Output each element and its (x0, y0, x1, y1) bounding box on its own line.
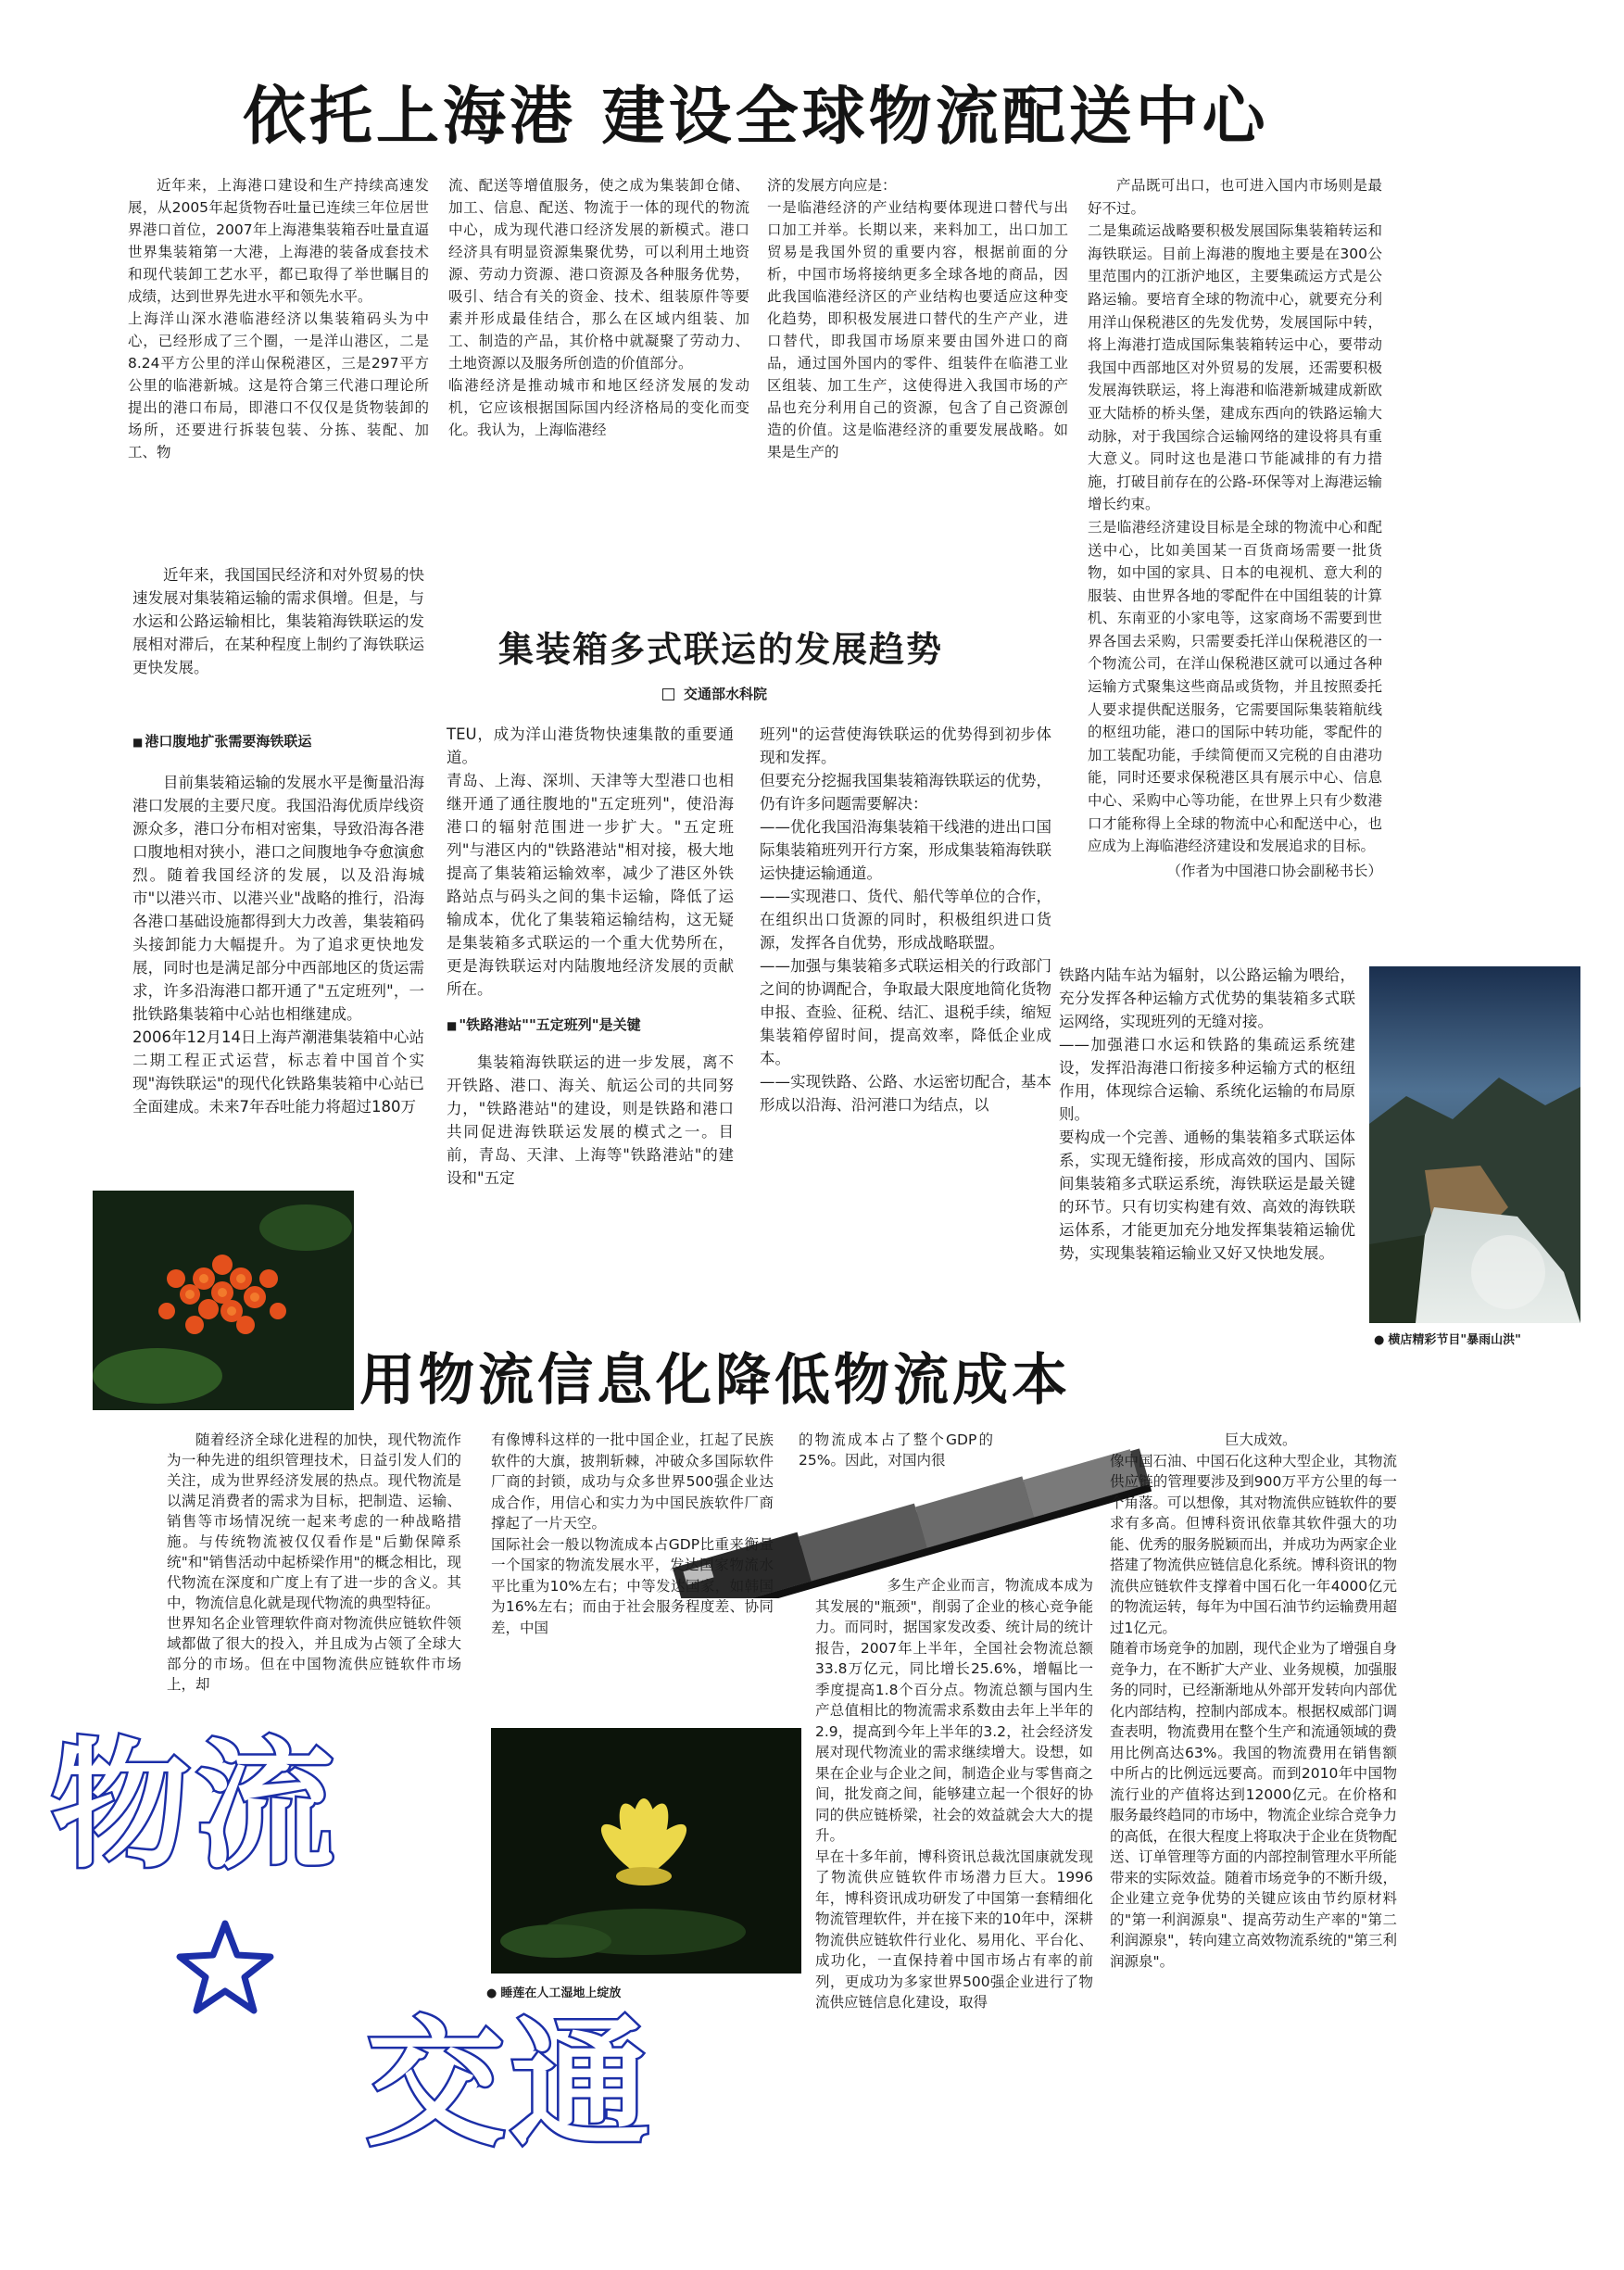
article2-colB (447, 723, 734, 1186)
article2-colD (1059, 964, 1355, 1311)
banner-word-transport: 交通 (366, 2004, 656, 2165)
article3-col4-text: 巨大成效。 像中国石油、中国石化这种大型企业，其物流供应链的管理要涉及到900万平方公里的每一个角落。可以想像，其对物流供应链软件的要求有多高。但博科资讯依靠其软件强大的功能、优秀的服务脱颖而出，并成功为两家企业搭建了物流供应链信息化系统。博科资讯的物流供应链软件支撑着中国石化一年4000亿元的物流运转，每年为中国石油节约运输费用超过1亿元。 随着市场竞争的加剧，现代企业为了增强自身竞争力，在不断扩大产业、业务规模，加强服务的同时，已经渐渐地从外部开发转向内部优化内部结构，控制内部成本。根据权威部门调查表明，物流费用在整个生产和流通领域的费用比例高达63%。我国的物流费用在销售额中所占的比例远远要高。而到2010年中国物流行业的产值将达到12000亿元。在价格和服务最终趋同的市场中，物流企业综合竞争力的高低，在很大程度上将取决于企业在货物配送、订单管理等方面的内部控制管理水平所能带来的实际效益。随着市场竞争的不断升级，企业建立竞争优势的关键应该由节约原材料的"第一利润源泉"、提高劳动生产率的"第二利润源泉"，转向建立高效物流系统的"第三利润源泉"。 (1110, 1431, 1397, 1970)
orange-flower-image (93, 1191, 354, 1410)
orange-flower-photo (93, 1191, 354, 1410)
article3-col3b (815, 1575, 1093, 2131)
article2-colA-text: 目前集装箱运输的发展水平是衡量沿海港口发展的主要尺度。我国沿海优质岸线资源众多，港口分布相对密集，导致沿海各港口腹地相对狭小，港口之间腹地争夺愈演愈烈。随着我国经济的发展，以及沿海城市"以港兴市、以港兴业"战略的推行，沿海各港口基础设施都得到大力改善，集装箱码头接卸能力大幅提升。为了追求更快地发展，同时也是满足部分中西部地区的货运需求，许多沿海港口都开通了"五定班列"，一批铁路集装箱中心站也相继建成。 2006年12月14日上海芦潮港集装箱中心站二期工程正式运营，标志着中国首个实现"海铁联运"的现代化铁路集装箱中心站已全面建成。未来7年吞吐能力将超过180万 (132, 774, 424, 1116)
banner-star-icon (174, 1918, 276, 2024)
article2-byline (662, 684, 767, 703)
water-lily-caption: ● 睡莲在人工湿地上绽放 (486, 1983, 621, 2000)
article2-colD-text: 铁路内陆车站为辐射，以公路运输为喂给，充分发挥各种运输方式优势的集装箱多式联运网络，实现班列的无缝对接。 ——加强港口水运和铁路的集疏运系统建设，发挥沿海港口衔接多种运输方式的枢纽作用，体现综合运输、系统化运输的布局原则。 要构成一个完善、通畅的集装箱多式联运体系，实现无缝衔接，形成高效的国内、国际间集装箱多式联运系统，海铁联运是最关键的环节。只有切实构建有效、高效的海铁联运体系，才能更加充分地发挥集装箱运输优势，实现集装箱运输业又好又快地发展。 (1059, 966, 1355, 1262)
article1-col3 (767, 174, 1068, 475)
article3-col1 (167, 1430, 461, 1721)
article3-col2 (491, 1430, 774, 1721)
article2-colB-text: TEU，成为洋山港货物快速集散的重要通道。 青岛、上海、深圳、天津等大型港口也相继开通了通往腹地的"五定班列"，使沿海港口的辐射范围进一步扩大。"五定班列"与港区内的"铁路港站"相对接，极大地提高了集装箱运输效率，减少了港区外铁路站点与码头之间的集卡运输，降低了运输成本，优化了集装箱运输结构，这无疑是集装箱多式联运的一个重大优势所在，更是海铁联运对内陆腹地经济发展的贡献所在。 (447, 725, 734, 998)
main-headline: 依托上海港 建设全球物流配送中心 (243, 80, 1269, 154)
article2-colB2-text: 集装箱海铁联运的进一步发展，离不开铁路、港口、海关、航运公司的共同努力，"铁路港站"的建设，则是铁路和港口共同促进海铁联运发展的模式之一。目前，青岛、天津、上海等"铁路港站"的建设和"五定 (447, 1053, 734, 1186)
article3-headline: 用物流信息化降低物流成本 (359, 1348, 1071, 1413)
waterfall-caption: ● 横店精彩节目"暴雨山洪" (1374, 1330, 1521, 1347)
article1-col4-text: 产品既可出口，也可进入国内市场则是最好不过。 二是集疏运战略要积极发展国际集装箱转运和海铁联运。目前上海港的腹地主要是在300公里范围内的江浙沪地区，主要集疏运方式是公路运输。要培育全球的物流中心，就要充分利用洋山保税港区的先发优势，发展国际中转，将上海港打造成国际集装箱转运中心，要带动我国中西部地区对外贸易的发展，还需要积极发展海铁联运，将上海港和临港新城建成新欧亚大陆桥的桥头堡，建成东西向的铁路运输大动脉，对于我国综合运输网络的建设将具有重大意义。同时这也是港口节能减排的有力措施，打破目前存在的公路-环保等对上海港运输增长约束。 三是临港经济建设目标是全球的物流中心和配送中心，比如美国某一百货商场需要一批货物，如中国的家具、日本的电视机、意大利的服装、由世界各地的零配件在中国组装的计算机、东南亚的小家电等，这家商场不需要到世界各国去采购，只需要委托洋山保税港区的一个物流公司，在洋山保税港区就可以通过各种运输方式聚集这些商品或货物，并且按照委托人要求提供配送服务，它需要国际集装箱航线的枢纽功能，港口的国际中转功能，零配件的加工装配功能，手续简便而又完税的自由港功能，同时还要求保税港区具有展示中心、信息中心、采购中心等功能，在世界上只有少数港口才能称得上全球的物流中心和配送中心，也应成为上海临港经济建设和发展追求的目标。 (1088, 177, 1382, 855)
article3-col4 (1110, 1430, 1397, 2129)
water-lily-photo (491, 1728, 801, 1974)
article3-col1-text: 随着经济全球化进程的加快，现代物流作为一种先进的组织管理技术，日益引发人们的关注，成为世界经济发展的热点。现代物流是以满足消费者的需求为目标，把制造、运输、销售等市场情况统一起来考虑的一种战略措施。与传统物流被仅仅看作是"后勤保障系统"和"销售活动中起桥梁作用"的概念相比，现代物流在深度和广度上有了进一步的含义。其中，物流信息化就是现代物流的典型特征。 世界知名企业管理软件商对物流供应链软件领域都做了很大的投入，并且成为占领了全球大部分的市场。但在中国物流供应链软件市场上，却 (167, 1431, 461, 1693)
article2-byline-text: 交通部水科院 (684, 686, 768, 702)
article2-colC-text: 班列"的运营使海铁联运的优势得到初步体现和发挥。 但要充分挖掘我国集装箱海铁联运的优势，仍有许多问题需要解决： ——优化我国沿海集装箱干线港的进出口国际集装箱班列开行方案，形成集装箱海铁联运快捷运输通道。 ——实现港口、货代、船代等单位的合作，在组织出口货源的同时，积极组织进口货源，发挥各自优势，形成战略联盟。 ——加强与集装箱多式联运相关的行政部门之间的协调配合，争取最大限度地简化货物申报、查验、征税、结汇、退税手续，缩短集装箱停留时间，提高效率，降低企业成本。 ——实现铁路、公路、水运密切配合，基本形成以沿海、沿河港口为结点，以 (760, 725, 1051, 1114)
article1-col3-text: 济的发展方向应是： 一是临港经济的产业结构要体现进口替代与出口加工并举。长期以来，来料加工，出口加工贸易是我国外贸的重要内容，根据前面的分析，中国市场将接纳更多全球各地的商品，因此我国临港经济区的产业结构也要适应这种变化趋势，即积极发展进口替代的生产产业，进口替代，即我国市场原来要由国外进口的商品，通过国外国内的零件、组装件在临港工业区组装、加工生产，这使得进入我国市场的产品也充分利用自己的资源，包含了自己资源创造的价值。这是临港经济的重要发展战略。如果是生产的 (767, 177, 1068, 460)
article1-col4 (1088, 174, 1382, 934)
water-lily-image (491, 1728, 801, 1974)
article2-headline: 集装箱多式联运的发展趋势 (498, 629, 944, 670)
article1-col1-text: 近年来，上海港口建设和生产持续高速发展，从2005年起货物吞吐量已连续三年位居世界港口首位，2007年上海港集装箱吞吐量直逼世界集装箱第一大港，上海港的装备成套技术和现代装卸工艺水平，都已取得了举世瞩目的成绩，达到世界先进水平和领先水平。 上海洋山深水港临港经济以集装箱码头为中心，已经形成了三个圈，一是洋山港区，二是8.24平方公里的洋山保税港区，三是297平方公里的临港新城。这是符合第三代港口理论所提出的港口布局，即港口不仅仅是货物装卸的场所，还要进行拆装包装、分拣、装配、加工、物 (128, 177, 429, 460)
article1-col2-text: 流、配送等增值服务，使之成为集装卸仓储、加工、信息、配送、物流于一体的现代的物流中心，成为现代港口经济发展的新模式。港口经济具有明显资源集聚优势，可以利用土地资源、劳动力资源、港口资源及各种服务优势，吸引、结合有关的资金、技术、组装原件等要素并形成最佳结合，那么在区域内组装、加工、制造的产品，其价格中就凝聚了劳动力、土地资源以及服务所创造的价值部分。 临港经济是推动城市和地区经济发展的发动机，它应该根据国际国内经济格局的变化而变化。我认为，上海临港经 (448, 177, 749, 438)
article2-intro (132, 563, 424, 712)
article1-author: （作者为中国港口协会副秘书长） (1166, 862, 1382, 879)
article2-colA (132, 721, 424, 1193)
article2-intro-text: 近年来，我国国民经济和对外贸易的快速发展对集装箱运输的需求俱增。但是，与水运和公路运输相比，集装箱海铁联运的发展相对滞后，在某种程度上制约了海铁联运更快发展。 (132, 566, 424, 676)
article3-col3a-text: 的物流成本占了整个GDP的25%。因此，对国内很 (799, 1431, 993, 1469)
waterfall-photo (1369, 966, 1580, 1323)
star-shape (174, 1918, 276, 2020)
article3-col2-text: 有像博科这样的一批中国企业，扛起了民族软件的大旗，披荆斩棘，冲破众多国际软件厂商的封锁，成功与众多世界500强企业达成合作，用信心和实力为中国民族软件厂商撑起了一片天空。 国际社会一般以物流成本占GDP比重来衡量一个国家的物流发展水平，发达国家物流水平比重为10%左右；中等发达国家，如韩国为16%左右；而由于社会服务程度差、协同差，中国 (491, 1431, 774, 1636)
article3-col3b-text: 多生产企业而言，物流成本成为其发展的"瓶颈"，削弱了企业的核心竞争能力。而同时，据国家发改委、统计局的统计报告，2007年上半年，全国社会物流总额33.8万亿元，同比增长25.6%，增幅比一季度提高1.8个百分点。物流总额与国内生产总值相比的物流需求系数由去年上半年的2.9，提高到今年上半年的3.2，社会经济发展对现代物流业的需求继续增大。设想，如果在企业与企业之间，制造企业与零售商之间，批发商之间，能够建立起一个很好的协同的供应链桥梁，社会的效益就会大大的提升。 早在十多年前，博科资讯总裁沈国康就发现了物流供应链软件市场潜力巨大。1996年，博科资讯成功研发了中国第一套精细化物流管理软件，并在接下来的10年中，深耕物流供应链软件行业化、易用化、平台化、成功化，一直保持着中国市场占有率的前列，更成功为多家世界500强企业进行了物流供应链信息化建设，取得 (815, 1577, 1093, 2011)
article1-col2 (448, 174, 749, 475)
article2-colC (760, 723, 1051, 1186)
waterfall-image (1369, 966, 1580, 1323)
article2-section-head1: ■ 港口腹地扩张需要海铁联运 (132, 730, 424, 754)
article1-col1 (128, 174, 429, 475)
article3-col3a (799, 1430, 993, 1494)
banner-word-logistics: 物流 (51, 1726, 341, 1887)
article2-section-head2: ■ "铁路港站""五定班列"是关键 (447, 1014, 734, 1038)
byline-box-icon (662, 688, 674, 700)
